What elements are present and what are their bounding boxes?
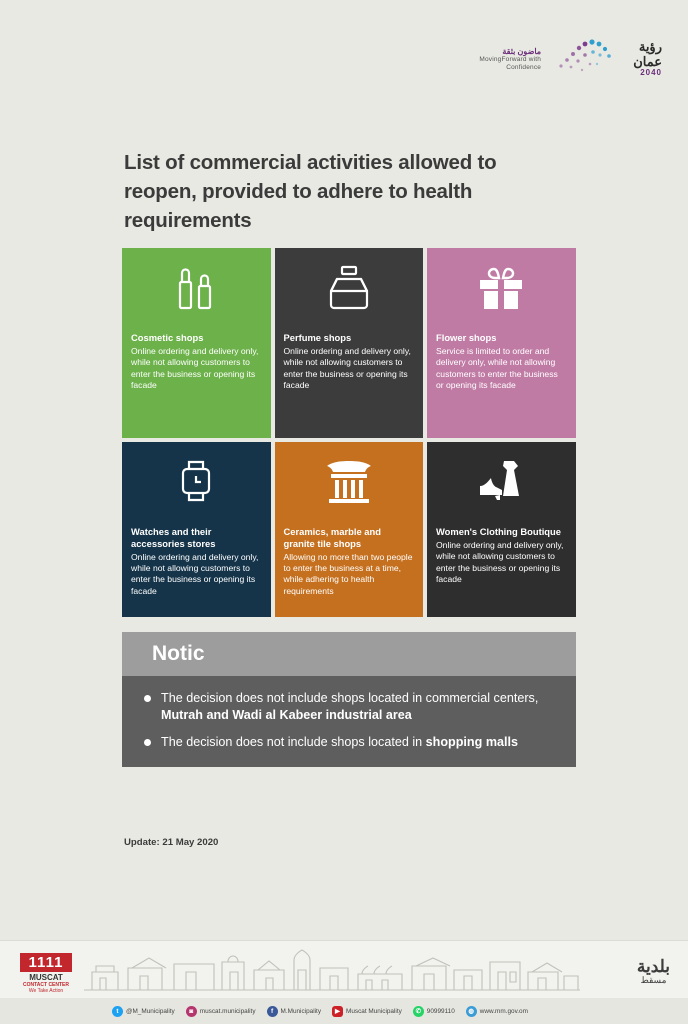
footer — [0, 940, 688, 1024]
watch-svg — [174, 456, 218, 506]
gift-svg — [474, 263, 528, 311]
activities-row-2 — [122, 442, 576, 617]
activity-card-perfume-shops — [275, 248, 424, 438]
globe-icon: ◍ — [466, 1006, 477, 1017]
activity-card-cosmetic-shops — [122, 248, 271, 438]
page-title: List of commercial activities allowed to reopen, provided to adhere to health requirements — [124, 151, 497, 233]
muscat-contact-center-logo — [14, 953, 78, 994]
wristwatch-icon — [122, 442, 271, 520]
notice-bullet-pre: The decision does not include shops located in — [161, 735, 426, 750]
notice-bullet-text — [161, 690, 554, 723]
whatsapp-icon: ✆ — [413, 1006, 424, 1017]
activity-card-body — [122, 520, 271, 617]
social-label: www.mm.gov.om — [479, 1007, 528, 1015]
activity-card-ceramics-shops — [275, 442, 424, 617]
activity-card-flower-shops — [427, 248, 576, 438]
moving-forward-arabic: ماضون بثقة — [502, 46, 542, 56]
notice-body — [122, 676, 576, 767]
notice-title: Notic — [122, 632, 576, 676]
dot-burst-icon — [549, 36, 615, 82]
social-instagram[interactable] — [186, 1006, 256, 1017]
activity-desc: Online ordering and delivery only, while not allowing customers to enter the business or opening its facade — [436, 539, 564, 585]
activities-row-1 — [122, 248, 576, 438]
notice-bullet-strong: Mutrah and Wadi al Kabeer industrial area — [161, 707, 412, 722]
activity-desc: Online ordering and delivery only, while not allowing customers to enter the business or opening its facade — [131, 345, 259, 391]
activity-title: Perfume shops — [283, 332, 352, 343]
contact-label-muscat: MUSCAT — [29, 973, 63, 982]
notice-section — [122, 632, 576, 767]
activity-title: Ceramics, marble and granite tile shops — [283, 526, 381, 549]
activity-card-body — [275, 326, 424, 438]
oman-vision-logo — [623, 40, 662, 77]
lipstick-icon — [122, 248, 271, 326]
perfume-svg — [323, 263, 375, 311]
contact-label-tagline: We Take Action — [28, 988, 64, 994]
social-youtube[interactable] — [332, 1006, 402, 1017]
contact-label-center: CONTACT CENTER — [22, 982, 69, 988]
footer-social-bar — [0, 998, 688, 1024]
activity-desc: Online ordering and delivery only, while not allowing customers to enter the business or opening its facade — [283, 345, 411, 391]
municipality-arabic-line1: بلدية — [636, 957, 670, 976]
activity-card-body — [427, 520, 576, 617]
perfume-bottle-icon — [275, 248, 424, 326]
activity-desc: Allowing no more than two people to enter the business at a time, while adhering to health requirements — [283, 551, 413, 596]
activities-grid — [122, 248, 576, 621]
activity-card-body — [427, 326, 576, 438]
social-website[interactable] — [466, 1006, 528, 1017]
social-links — [112, 1006, 528, 1017]
activity-title: Women's Clothing Boutique — [436, 526, 561, 537]
social-label: 90999110 — [426, 1007, 455, 1015]
twitter-icon: t — [112, 1006, 123, 1017]
instagram-icon: ◙ — [186, 1006, 197, 1017]
bullet-dot-icon — [144, 739, 151, 746]
column-capital-icon — [275, 442, 424, 520]
moving-forward-english: MovingForward with Confidence — [479, 56, 542, 71]
moving-forward-logo — [472, 47, 541, 71]
activity-card-body — [275, 520, 424, 617]
notice-bullet — [144, 734, 554, 751]
social-label: M.Municipality — [280, 1007, 322, 1015]
notice-bullet-pre: The decision does not include shops located in commercial centers, — [161, 691, 539, 705]
notice-bullet-strong: shopping malls — [425, 735, 519, 750]
update-date: Update: 21 May 2020 — [124, 837, 219, 848]
dress-heel-icon — [427, 442, 576, 520]
social-whatsapp[interactable] — [413, 1006, 455, 1017]
muscat-municipality-arabic-logo — [637, 957, 670, 986]
contact-number: 1111 — [20, 953, 72, 972]
activity-title: Watches and their accessories stores — [131, 526, 216, 549]
column-svg — [321, 458, 377, 504]
social-label: muscat.municipality — [199, 1007, 256, 1015]
oman-vision-arabic: رؤية عمان — [633, 39, 662, 69]
municipality-arabic-line2: مسقط — [640, 975, 667, 985]
activity-desc: Online ordering and delivery only, while not allowing customers to enter the business or opening its facade — [131, 551, 259, 596]
oman-vision-year: 2040 — [640, 67, 662, 77]
lipstick-svg — [173, 262, 219, 312]
notice-bullet-text — [161, 734, 518, 751]
skyline-illustration — [82, 944, 582, 992]
social-facebook[interactable] — [267, 1006, 322, 1017]
youtube-icon: ▶ — [332, 1006, 343, 1017]
activity-card-womens-clothing — [427, 442, 576, 617]
dot-burst-svg — [549, 36, 615, 82]
activity-card-watches-stores — [122, 442, 271, 617]
vision-logo — [472, 26, 662, 92]
activity-title: Cosmetic shops — [131, 332, 204, 343]
facebook-icon: f — [267, 1006, 278, 1017]
social-label: @M_Municipality — [126, 1007, 175, 1015]
bullet-dot-icon — [144, 695, 151, 702]
activity-title: Flower shops — [436, 332, 497, 343]
activity-desc: Service is limited to order and delivery only, while not allowing customers to enter the business or opening its facade — [436, 345, 558, 391]
notice-bullet — [144, 690, 554, 723]
dress-heel-svg — [474, 456, 528, 506]
activity-card-body — [122, 326, 271, 438]
social-twitter[interactable] — [112, 1006, 175, 1017]
gift-box-icon — [427, 248, 576, 326]
social-label: Muscat Municipality — [346, 1007, 402, 1015]
